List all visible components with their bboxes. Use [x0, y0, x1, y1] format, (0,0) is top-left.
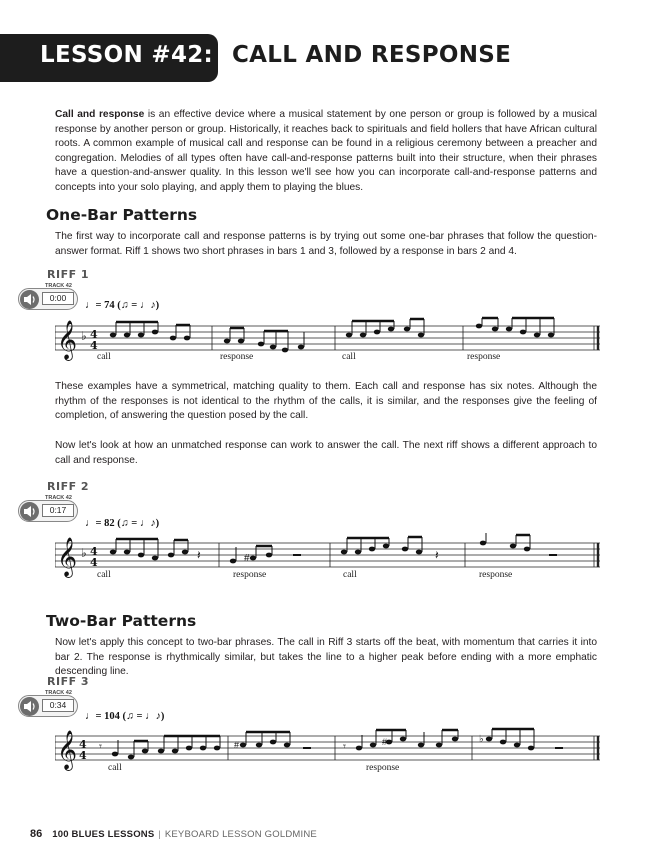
- track-number: TRACK 42: [45, 690, 72, 696]
- track-time: 0:34: [42, 699, 74, 712]
- lesson-number: LESSON #42:: [40, 42, 214, 68]
- riff3-track-player[interactable]: [18, 690, 78, 720]
- track-time: 0:17: [42, 504, 74, 517]
- svg-text:4: 4: [90, 556, 98, 569]
- riff1-caption-3: call: [342, 352, 356, 362]
- svg-text:𝄞: 𝄞: [57, 537, 78, 577]
- svg-text:#: #: [244, 553, 250, 564]
- riff1-label: RIFF 1: [47, 268, 90, 281]
- riff3-caption-1: call: [108, 763, 122, 773]
- svg-text:4: 4: [79, 738, 87, 751]
- page-number: 86: [30, 828, 43, 840]
- riff1-track-player[interactable]: [18, 283, 78, 313]
- svg-text:𝄾: 𝄾: [343, 741, 346, 753]
- svg-text:4: 4: [90, 545, 98, 558]
- riff3-staff: [55, 726, 600, 782]
- svg-text:#: #: [382, 737, 388, 747]
- riff1-staff: [55, 316, 600, 372]
- riff1-caption-4: response: [467, 352, 501, 362]
- riff2-track-player[interactable]: [18, 495, 78, 525]
- svg-text:𝄽: 𝄽: [197, 548, 201, 562]
- riff2-tempo: ♩= 82 (♫ = ♩♪): [85, 518, 160, 529]
- paragraph-symmetry: These examples have a symmetrical, matching quality to them. Each call and response has six notes. Although the rhythm of the responses is not identical to the rhythm of the calls, it is similar, and the responses give the feeling of completion, of answering the question posed by the call.: [55, 381, 597, 422]
- svg-text:𝄞: 𝄞: [57, 320, 78, 360]
- riff2-staff: [55, 533, 600, 589]
- track-time: 0:00: [42, 292, 74, 305]
- section2-paragraph: Now let's apply this concept to two-bar phrases. The call in Riff 3 starts off the beat, with momentum that carries it into bar 2. The response is rhythmically similar, but takes the line to a higher peak before ending with a more emphatic descending line.: [55, 637, 597, 678]
- intro-term: Call and response: [55, 109, 145, 120]
- section1-paragraph: The first way to incorporate call and response patterns is by trying out some one-bar phrases that follow the question-answer format. Riff 1 shows two short phrases in bars 1 and 3, followed by a response in bars 2 and 4.: [55, 231, 597, 257]
- riff2-caption-3: call: [343, 570, 357, 580]
- riff2-caption-4: response: [479, 570, 513, 580]
- track-number: TRACK 42: [45, 495, 72, 501]
- page-footer: [30, 828, 317, 840]
- riff2-label: RIFF 2: [47, 480, 90, 493]
- series-title: KEYBOARD LESSON GOLDMINE: [164, 829, 317, 840]
- book-title: 100 BLUES LESSONS: [52, 829, 155, 840]
- section-title-two-bar: Two-Bar Patterns: [46, 612, 197, 630]
- footer-separator: |: [158, 829, 161, 840]
- riff1-caption-2: response: [220, 352, 254, 362]
- riff1-caption-1: call: [97, 352, 111, 362]
- svg-text:#: #: [234, 740, 240, 750]
- svg-text:𝄞: 𝄞: [57, 730, 78, 770]
- riff2-caption-2: response: [233, 570, 267, 580]
- svg-text:♭: ♭: [81, 546, 87, 560]
- svg-text:♭: ♭: [479, 734, 484, 745]
- intro-paragraph: [55, 108, 597, 196]
- svg-text:𝄽: 𝄽: [435, 548, 439, 562]
- lesson-number-banner: [0, 34, 218, 82]
- riff2-caption-1: call: [97, 570, 111, 580]
- svg-text:4: 4: [90, 328, 98, 341]
- section-title-one-bar: One-Bar Patterns: [46, 206, 198, 224]
- svg-text:𝄾: 𝄾: [99, 741, 102, 753]
- speaker-icon[interactable]: [20, 502, 39, 521]
- svg-text:4: 4: [90, 339, 98, 352]
- svg-text:4: 4: [79, 749, 87, 762]
- paragraph-unmatched: Now let's look at how an unmatched response can work to answer the call. The next riff shows a different approach to call and response.: [55, 440, 597, 466]
- page-title: CALL AND RESPONSE: [232, 42, 512, 68]
- speaker-icon[interactable]: [20, 697, 39, 716]
- riff3-caption-2: response: [366, 763, 400, 773]
- speaker-icon[interactable]: [20, 290, 39, 309]
- intro-text: is an effective device where a musical statement by one person or group is followed by a musical response by another person or group. Historically, it reaches back to spirituals and field hollers that have African cultural roots. A common example of musical call and response can be found in a religious ceremony between a preacher and congregation. Melodies of all types often have call-and-response patterns built into their structure, when their phrases have a question-and-answer quality. In this lesson we'll see how you can incorporate call-and-response patterns and concepts into your solo playing, and apply them to playing the blues.: [55, 109, 597, 193]
- riff3-tempo: ♩= 104 (♫ = ♩♪): [85, 711, 165, 722]
- svg-text:♭: ♭: [81, 329, 87, 343]
- track-number: TRACK 42: [45, 283, 72, 289]
- riff1-tempo: ♩= 74 (♫ = ♩♪): [85, 300, 160, 311]
- riff3-label: RIFF 3: [47, 675, 90, 688]
